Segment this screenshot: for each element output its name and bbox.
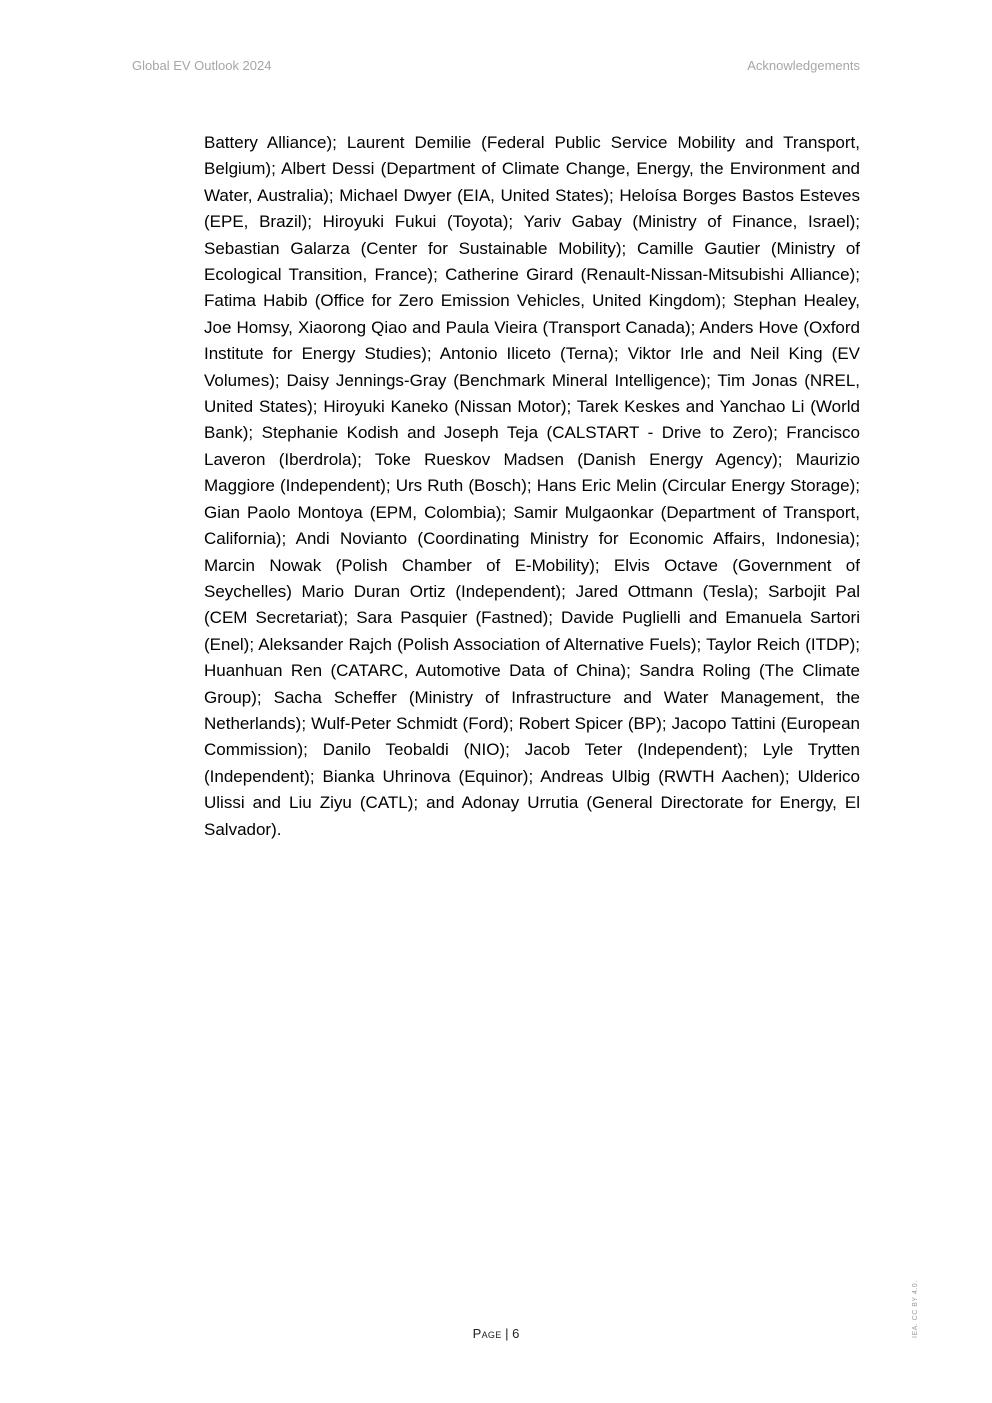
running-header <box>132 58 860 76</box>
acknowledgements-paragraph: Battery Alliance); Laurent Demilie (Federal Public Service Mobility and Transport, Belgium); Albert Dessi (Department of Climate Change, Energy, the Environment and Water, Australia); Michael Dwyer (EIA, United States); Heloísa Borges Bastos Esteves (EPE, Brazil); Hiroyuki Fukui (Toyota); Yariv Gabay (Ministry of Finance, Israel); Sebastian Galarza (Center for Sustainable Mobility); Camille Gautier (Ministry of Ecological Transition, France); Catherine Girard (Renault-Nissan-Mitsubishi Alliance); Fatima Habib (Office for Zero Emission Vehicles, United Kingdom); Stephan Healey, Joe Homsy, Xiaorong Qiao and Paula Vieira (Transport Canada); Anders Hove (Oxford Institute for Energy Studies); Antonio Iliceto (Terna); Viktor Irle and Neil King (EV Volumes); Daisy Jennings-Gray (Benchmark Mineral Intelligence); Tim Jonas (NREL, United States); Hiroyuki Kaneko (Nissan Motor); Tarek Keskes and Yanchao Li (World Bank); Stephanie Kodish and Joseph Teja (CALSTART - Drive to Zero); Francisco Laveron (Iberdrola); Toke Rueskov Madsen (Danish Energy Agency); Maurizio Maggiore (Independent); Urs Ruth (Bosch); Hans Eric Melin (Circular Energy Storage); Gian Paolo Montoya (EPM, Colombia); Samir Mulgaonkar (Department of Transport, California); Andi Novianto (Coordinating Ministry for Economic Affairs, Indonesia); Marcin Nowak (Polish Chamber of E-Mobility); Elvis Octave (Government of Seychelles) Mario Duran Ortiz (Independent); Jared Ottmann (Tesla); Sarbojit Pal (CEM Secretariat); Sara Pasquier (Fastned); Davide Puglielli and Emanuela Sartori (Enel); Aleksander Rajch (Polish Association of Alternative Fuels); Taylor Reich (ITDP); Huanhuan Ren (CATARC, Automotive Data of China); Sandra Roling (The Climate Group); Sacha Scheffer (Ministry of Infrastructure and Water Management, the Netherlands); Wulf-Peter Schmidt (Ford); Robert Spicer (BP); Jacopo Tattini (European Commission); Danilo Teobaldi (NIO); Jacob Teter (Independent); Lyle Trytten (Independent); Bianka Uhrinova (Equinor); Andreas Ulbig (RWTH Aachen); Ulderico Ulissi and Liu Ziyu (CATL); and Adonay Urrutia (General Directorate for Energy, El Salvador). <box>204 133 860 839</box>
license-notice: IEA. CC BY 4.0. <box>912 1280 919 1338</box>
page-footer <box>0 1326 992 1341</box>
document-title: Global EV Outlook 2024 <box>132 58 272 73</box>
page-separator: | <box>501 1326 513 1341</box>
page-number: 6 <box>512 1326 520 1341</box>
section-title: Acknowledgements <box>747 58 860 73</box>
page-label: Page <box>472 1326 502 1341</box>
